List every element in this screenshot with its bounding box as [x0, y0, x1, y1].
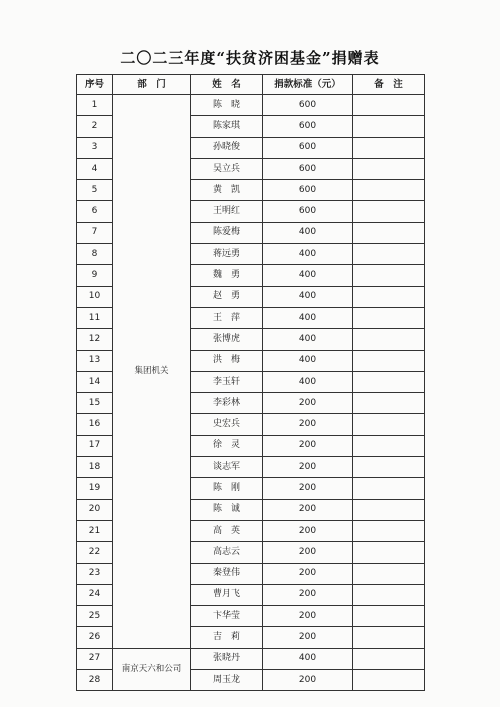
donor-name: 史宏兵 [191, 414, 263, 435]
donor-name: 卞华莹 [191, 606, 263, 627]
donation-amount: 600 [263, 180, 353, 201]
remark-cell [353, 329, 425, 350]
donor-name: 赵 勇 [191, 286, 263, 307]
donor-name: 陈 晓 [191, 95, 263, 116]
row-number: 8 [77, 244, 113, 265]
remark-cell [353, 414, 425, 435]
donation-amount: 600 [263, 95, 353, 116]
remark-cell [353, 201, 425, 222]
table-row [77, 648, 425, 669]
row-number: 15 [77, 393, 113, 414]
header-name: 姓 名 [191, 75, 263, 95]
header-no: 序号 [77, 75, 113, 95]
header-dept: 部 门 [113, 75, 191, 95]
remark-cell [353, 350, 425, 371]
donor-name: 魏 勇 [191, 265, 263, 286]
row-number: 6 [77, 201, 113, 222]
remark-cell [353, 95, 425, 116]
donation-amount: 600 [263, 137, 353, 158]
remark-cell [353, 393, 425, 414]
donor-name: 李玉轩 [191, 371, 263, 392]
row-number: 3 [77, 137, 113, 158]
donation-amount: 400 [263, 222, 353, 243]
donor-name: 陈家琪 [191, 116, 263, 137]
donor-name: 陈 诚 [191, 499, 263, 520]
donor-name: 黄 凯 [191, 180, 263, 201]
remark-cell [353, 478, 425, 499]
page-title: 二〇二三年度“扶贫济困基金”捐赠表 [120, 49, 380, 67]
donation-amount: 200 [263, 563, 353, 584]
donor-name: 吴立兵 [191, 158, 263, 179]
donation-amount: 400 [263, 371, 353, 392]
remark-cell [353, 222, 425, 243]
header-row [77, 75, 425, 95]
row-number: 27 [77, 648, 113, 669]
header-amount: 捐款标准（元） [263, 75, 353, 95]
donor-name: 高志云 [191, 542, 263, 563]
remark-cell [353, 244, 425, 265]
donation-amount: 400 [263, 648, 353, 669]
donation-amount: 400 [263, 265, 353, 286]
table-body [77, 95, 425, 691]
donation-amount: 400 [263, 286, 353, 307]
department-cell: 集团机关 [113, 95, 191, 649]
remark-cell [353, 542, 425, 563]
row-number: 7 [77, 222, 113, 243]
row-number: 19 [77, 478, 113, 499]
remark-cell [353, 371, 425, 392]
department-cell: 南京天六和公司 [113, 648, 191, 691]
donation-amount: 200 [263, 606, 353, 627]
row-number: 17 [77, 435, 113, 456]
row-number: 24 [77, 584, 113, 605]
table-row [77, 95, 425, 116]
donation-amount: 600 [263, 201, 353, 222]
remark-cell [353, 563, 425, 584]
row-number: 16 [77, 414, 113, 435]
donor-name: 陈爱梅 [191, 222, 263, 243]
donation-amount: 200 [263, 478, 353, 499]
row-number: 21 [77, 520, 113, 541]
donation-amount: 200 [263, 457, 353, 478]
donor-name: 曹月飞 [191, 584, 263, 605]
row-number: 25 [77, 606, 113, 627]
donation-amount: 600 [263, 116, 353, 137]
donor-name: 李彩林 [191, 393, 263, 414]
row-number: 14 [77, 371, 113, 392]
donation-amount: 200 [263, 627, 353, 648]
remark-cell [353, 137, 425, 158]
row-number: 23 [77, 563, 113, 584]
donation-amount: 400 [263, 350, 353, 371]
donation-table [76, 74, 425, 691]
remark-cell [353, 457, 425, 478]
row-number: 22 [77, 542, 113, 563]
row-number: 1 [77, 95, 113, 116]
donation-amount: 200 [263, 499, 353, 520]
remark-cell [353, 435, 425, 456]
row-number: 20 [77, 499, 113, 520]
remark-cell [353, 116, 425, 137]
row-number: 4 [77, 158, 113, 179]
donation-amount: 200 [263, 670, 353, 691]
remark-cell [353, 499, 425, 520]
donor-name: 周玉龙 [191, 670, 263, 691]
donor-name: 秦登伟 [191, 563, 263, 584]
donor-name: 谈志军 [191, 457, 263, 478]
donation-amount: 600 [263, 158, 353, 179]
donor-name: 王明红 [191, 201, 263, 222]
row-number: 9 [77, 265, 113, 286]
donation-amount: 200 [263, 542, 353, 563]
remark-cell [353, 520, 425, 541]
donation-amount: 200 [263, 584, 353, 605]
remark-cell [353, 180, 425, 201]
donation-amount: 200 [263, 520, 353, 541]
donor-name: 洪 梅 [191, 350, 263, 371]
row-number: 28 [77, 670, 113, 691]
donor-name: 孙晓俊 [191, 137, 263, 158]
donor-name: 张博虎 [191, 329, 263, 350]
row-number: 2 [77, 116, 113, 137]
donation-amount: 200 [263, 435, 353, 456]
donation-amount: 200 [263, 414, 353, 435]
donation-amount: 200 [263, 393, 353, 414]
remark-cell [353, 606, 425, 627]
donor-name: 蒋远勇 [191, 244, 263, 265]
donor-name: 王 萍 [191, 307, 263, 328]
remark-cell [353, 265, 425, 286]
row-number: 5 [77, 180, 113, 201]
header-remark: 备 注 [353, 75, 425, 95]
row-number: 26 [77, 627, 113, 648]
remark-cell [353, 584, 425, 605]
donation-amount: 400 [263, 329, 353, 350]
row-number: 13 [77, 350, 113, 371]
remark-cell [353, 627, 425, 648]
donation-amount: 400 [263, 244, 353, 265]
donor-name: 吉 莉 [191, 627, 263, 648]
remark-cell [353, 670, 425, 691]
remark-cell [353, 286, 425, 307]
donation-amount: 400 [263, 307, 353, 328]
row-number: 11 [77, 307, 113, 328]
row-number: 18 [77, 457, 113, 478]
row-number: 12 [77, 329, 113, 350]
remark-cell [353, 648, 425, 669]
donor-name: 徐 灵 [191, 435, 263, 456]
row-number: 10 [77, 286, 113, 307]
remark-cell [353, 158, 425, 179]
donor-name: 高 英 [191, 520, 263, 541]
donor-name: 张晓丹 [191, 648, 263, 669]
remark-cell [353, 307, 425, 328]
donor-name: 陈 刚 [191, 478, 263, 499]
